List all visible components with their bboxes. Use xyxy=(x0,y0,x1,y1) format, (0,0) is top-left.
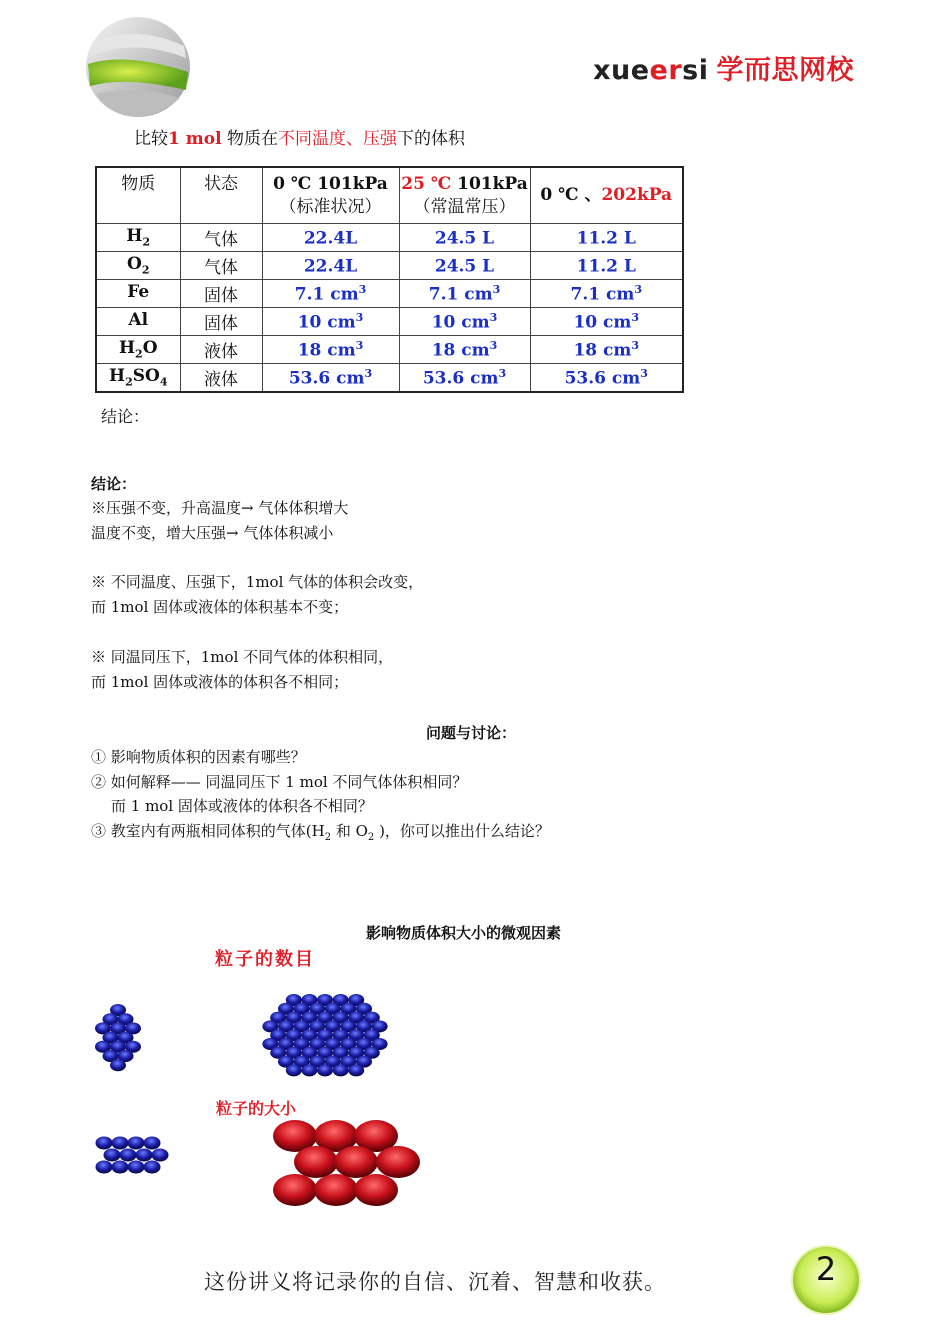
particle xyxy=(152,1149,169,1162)
formula-part: Al xyxy=(128,310,149,331)
state-cell: 固体 xyxy=(180,280,262,308)
volume-unit-exponent: 3 xyxy=(489,310,498,324)
header-rtp-temp: 25 ℃ xyxy=(401,173,452,194)
volume-value: 53.6 cm xyxy=(564,368,641,389)
large-red-particle-cluster xyxy=(273,1120,420,1206)
page-number: 2 xyxy=(815,1250,837,1288)
conclusion-line: ※压强不变，升高温度→ 气体体积增大 xyxy=(91,499,349,517)
state-cell: 液体 xyxy=(180,336,262,364)
conclusion-line: 而 1mol 固体或液体的体积各不相同； xyxy=(91,673,349,691)
particle xyxy=(333,1064,349,1076)
volume-value: 10 cm xyxy=(573,312,632,333)
compare-text: 下的体积 xyxy=(396,129,465,149)
q3-text: )，你可以推出什么结论？ xyxy=(374,822,550,840)
volume-value: 22.4L xyxy=(303,256,358,277)
volume-value: 53.6 cm xyxy=(422,368,499,389)
conclusion-label: 结论： xyxy=(101,407,150,426)
volume-value: 11.2 L xyxy=(576,256,636,277)
particle xyxy=(317,1064,333,1076)
volume-unit-exponent: 3 xyxy=(634,282,642,296)
formula-part: SO xyxy=(132,366,160,387)
volume-unit-exponent: 3 xyxy=(489,338,498,352)
q3-text: 和 O xyxy=(331,822,368,840)
volume-value: 18 cm xyxy=(297,340,356,361)
particle xyxy=(144,1137,161,1150)
volume-unit-exponent: 3 xyxy=(358,282,367,296)
header-hp-temp: 0 ℃ 、 xyxy=(540,185,602,205)
small-particle-row-cluster xyxy=(96,1137,169,1174)
volume-value: 11.2 L xyxy=(576,228,636,249)
conclusion-title: 结论： xyxy=(91,475,137,493)
particle xyxy=(144,1161,161,1174)
brand-part: xue xyxy=(593,55,650,86)
footer-slogan: 这份讲义将记录你的自信、沉着、智慧和收获。 xyxy=(204,1270,666,1294)
volume-value: 18 cm xyxy=(573,340,632,361)
micro-title: 影响物质体积大小的微观因素 xyxy=(366,924,562,942)
particle xyxy=(120,1149,137,1162)
particle xyxy=(104,1149,121,1162)
formula-part: H xyxy=(126,226,143,247)
brand-part: er xyxy=(649,55,683,86)
q3-sub: 2 xyxy=(324,832,332,843)
particle xyxy=(301,1064,317,1076)
volume-value: 10 cm xyxy=(297,312,356,333)
state-cell: 气体 xyxy=(180,252,262,280)
header-rtp-label: （常温常压） xyxy=(413,196,516,217)
volume-value: 7.1 cm xyxy=(294,284,359,305)
discussion-title: 问题与讨论： xyxy=(426,724,517,742)
particle xyxy=(314,1174,358,1206)
particle xyxy=(112,1161,129,1174)
compare-mol: 1 mol xyxy=(168,129,222,149)
particle-size-label: 粒子的大小 xyxy=(216,1099,297,1118)
particle xyxy=(112,1137,129,1150)
formula-part: H xyxy=(109,366,126,387)
particle xyxy=(294,1146,338,1178)
state-cell: 液体 xyxy=(180,364,262,393)
volume-unit-exponent: 3 xyxy=(640,366,648,380)
particle xyxy=(128,1161,145,1174)
particle xyxy=(96,1161,113,1174)
conclusion-line: 而 1mol 固体或液体的体积基本不变； xyxy=(91,598,349,616)
compare-text: 物质在 xyxy=(221,129,278,149)
volume-unit-exponent: 3 xyxy=(355,338,364,352)
volume-value: 10 cm xyxy=(431,312,490,333)
particle xyxy=(110,1059,126,1071)
particle xyxy=(354,1174,398,1206)
compare-text: 比较 xyxy=(134,129,168,149)
conclusion-line: 温度不变，增大压强→ 气体体积减小 xyxy=(91,524,334,542)
particle-count-label: 粒子的数目 xyxy=(215,949,315,970)
header-rtp-press: 101kPa xyxy=(451,173,528,194)
compare-condition: 不同温度、压强 xyxy=(277,129,397,149)
conclusion-line: ※ 不同温度、压强下，1mol 气体的体积会改变， xyxy=(91,573,424,591)
volume-unit-exponent: 3 xyxy=(631,338,640,352)
discussion-question: 而 1 mol 固体或液体的体积各不相同？ xyxy=(111,797,373,815)
state-cell: 固体 xyxy=(180,308,262,336)
header-substance: 物质 xyxy=(96,167,180,224)
formula-part: Fe xyxy=(127,282,150,303)
volume-value: 53.6 cm xyxy=(288,368,365,389)
volume-value: 24.5 L xyxy=(434,256,495,277)
discussion-question: ② 如何解释—— 同温同压下 1 mol 不同气体体积相同？ xyxy=(91,773,468,791)
particle xyxy=(286,1064,302,1076)
volume-value: 18 cm xyxy=(431,340,490,361)
particle xyxy=(273,1174,317,1206)
particle xyxy=(136,1149,153,1162)
q3-text: ③ 教室内有两瓶相同体积的气体(H xyxy=(91,822,325,840)
formula-part: O xyxy=(127,254,142,275)
particle xyxy=(128,1137,145,1150)
formula-part: 2 xyxy=(142,235,151,249)
formula-part: 2 xyxy=(141,263,150,277)
volume-unit-exponent: 3 xyxy=(355,310,364,324)
discussion-question: ① 影响物质体积的因素有哪些？ xyxy=(91,748,306,766)
brand-part: si xyxy=(682,55,709,86)
header-stp-label: （标准状况） xyxy=(279,196,382,217)
large-particle-cluster xyxy=(262,994,387,1076)
particle xyxy=(96,1137,113,1150)
small-particle-cluster xyxy=(95,1004,141,1071)
volume-value: 7.1 cm xyxy=(570,284,635,305)
formula-part: H xyxy=(118,338,136,359)
volume-unit-exponent: 3 xyxy=(492,282,501,296)
header-hp-press: 202kPa xyxy=(601,185,673,205)
particle xyxy=(334,1146,378,1178)
volume-unit-exponent: 3 xyxy=(498,366,507,380)
volume-value: 24.5 L xyxy=(434,228,495,249)
particle xyxy=(376,1146,420,1178)
particle xyxy=(348,1064,364,1076)
formula-part: O xyxy=(142,338,158,359)
volume-value: 7.1 cm xyxy=(428,284,493,305)
conclusion-line: ※ 同温同压下，1mol 不同气体的体积相同， xyxy=(91,648,394,666)
formula-part: 2 xyxy=(125,375,133,389)
q3-sub: 2 xyxy=(367,832,375,843)
volume-unit-exponent: 3 xyxy=(364,366,373,380)
volume-value: 22.4L xyxy=(303,228,358,249)
brand-cn: 学而思网校 xyxy=(716,55,854,86)
state-cell: 气体 xyxy=(180,224,262,252)
volume-unit-exponent: 3 xyxy=(631,310,640,324)
formula-part: 4 xyxy=(159,375,168,389)
formula-part: 2 xyxy=(135,347,143,361)
header-stp-cond: 0 ℃ 101kPa xyxy=(273,173,388,194)
header-state: 状态 xyxy=(180,167,262,224)
